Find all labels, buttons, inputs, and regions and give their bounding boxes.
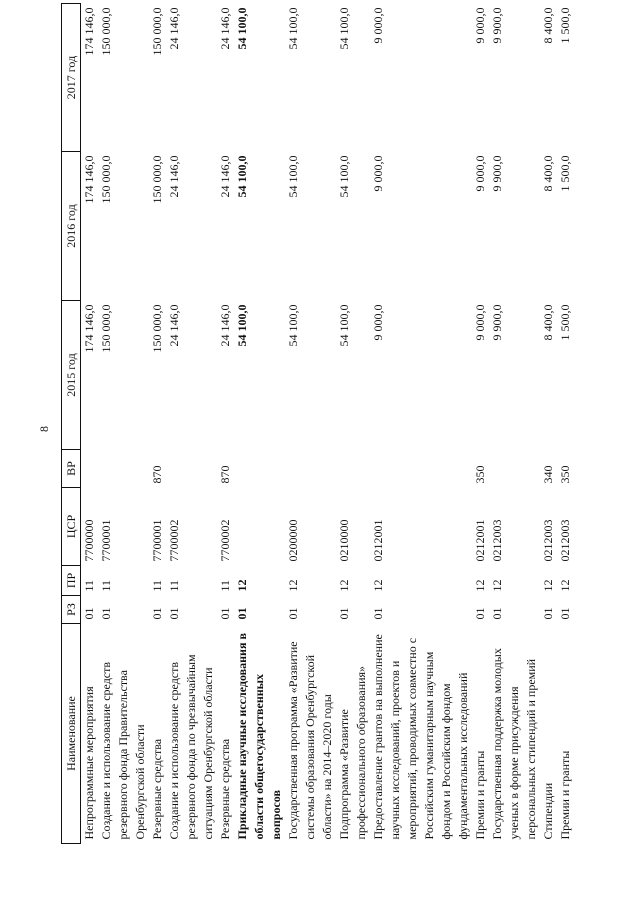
table-row [149,4,166,844]
header-2016: 2016 год [62,152,81,301]
row-2016: 54 100,0 [235,155,249,198]
row-vr [166,450,217,488]
row-name: Резервные средства [218,738,232,840]
row-pr: 12 [337,579,351,592]
row-2017: 24 146,0 [218,7,232,50]
row-2015: 8 400,0 [541,304,555,341]
row-2015: 24 146,0 [218,304,232,347]
budget-table [61,3,574,844]
row-rz: 01 [541,607,555,620]
row-vr [285,450,336,488]
row-2016: 150 000,0 [99,155,113,204]
header-2017: 2017 год [62,4,81,152]
row-name: Подпрограмма «Развитие профессионального образования» [337,665,368,840]
row-csr: 7700002 [218,519,232,562]
row-name: Прикладные научные исследования в области общегосударственных вопросов [235,633,283,840]
row-2015: 150 000,0 [150,304,164,353]
row-rz: 01 [558,607,572,620]
row-2015: 9 000,0 [473,304,487,341]
row-name: Непрограммные мероприятия [82,686,96,840]
table-row [234,4,285,844]
row-name: Государственная поддержка молодых ученых в форме присуждения персональных стипендий и премий [490,648,538,840]
row-pr: 11 [218,579,232,592]
row-2016: 174 146,0 [82,155,96,204]
table-row [489,4,540,844]
row-2015: 24 146,0 [167,304,181,347]
header-2015: 2015 год [62,301,81,450]
table-row [336,4,370,844]
row-vr: 340 [541,465,555,484]
row-rz: 01 [286,607,300,620]
row-2017: 54 100,0 [286,7,300,50]
table-row [217,4,234,844]
row-name: Резервные средства [150,738,164,840]
row-rz: 01 [82,607,96,620]
row-pr: 12 [558,579,572,592]
row-vr [370,450,472,488]
row-csr [234,488,285,566]
row-2015: 54 100,0 [286,304,300,347]
row-rz: 01 [473,607,487,620]
row-pr: 11 [99,579,113,592]
row-2015: 54 100,0 [337,304,351,347]
row-vr [234,450,285,488]
row-pr: 12 [371,579,385,592]
table-row [540,4,557,844]
row-csr: 0212001 [371,519,385,562]
row-pr: 12 [286,579,300,592]
row-2017: 9 900,0 [490,7,504,44]
row-name: Стипендии [541,782,555,840]
row-2015: 174 146,0 [82,304,96,353]
row-rz: 01 [99,607,113,620]
row-2017: 9 000,0 [473,7,487,44]
table-header-row [62,4,81,844]
header-csr: ЦСР [62,488,81,566]
row-2016: 24 146,0 [218,155,232,198]
table-row [370,4,472,844]
row-vr [98,450,149,488]
row-pr: 11 [150,579,164,592]
row-csr: 7700002 [167,519,181,562]
row-2015: 1 500,0 [558,304,572,341]
row-vr: 870 [218,465,232,484]
row-2016: 9 000,0 [473,155,487,192]
row-2016: 150 000,0 [150,155,164,204]
table-row [81,4,99,844]
row-csr: 7700001 [150,519,164,562]
row-pr: 12 [473,579,487,592]
row-2017: 24 146,0 [167,7,181,50]
row-vr [489,450,540,488]
row-name: Создание и использование средств резервного фонда Правительства Оренбургской области [99,661,147,840]
row-2015: 150 000,0 [99,304,113,353]
row-name: Создание и использование средств резервного фонда по чрезвычайным ситуациям Оренбургской области [167,654,215,840]
header-name: Наименование [62,624,81,844]
table-row [98,4,149,844]
row-rz: 01 [337,607,351,620]
row-rz: 01 [371,607,385,620]
row-csr: 0210000 [337,519,351,562]
row-2015: 9 000,0 [371,304,385,341]
page-number: 8 [37,426,51,432]
row-2016: 54 100,0 [286,155,300,198]
row-2017: 1 500,0 [558,7,572,44]
row-csr: 7700001 [99,519,113,562]
table-row [557,4,574,844]
row-2017: 150 000,0 [150,7,164,56]
row-csr: 0200000 [286,519,300,562]
header-vr: ВР [62,450,81,488]
row-2016: 24 146,0 [167,155,181,198]
row-2015: 9 900,0 [490,304,504,341]
row-2016: 54 100,0 [337,155,351,198]
row-csr: 0212003 [558,519,572,562]
row-vr: 870 [150,465,164,484]
row-rz: 01 [490,607,504,620]
row-csr: 0212003 [490,519,504,562]
row-pr: 11 [167,579,181,592]
row-2017: 150 000,0 [99,7,113,56]
rotated-content [37,4,572,844]
row-vr [336,450,370,488]
row-2017: 9 000,0 [371,7,385,44]
table-body [81,4,575,844]
row-2017: 54 100,0 [235,7,249,50]
row-pr: 12 [541,579,555,592]
row-vr [81,450,99,488]
row-csr: 0212001 [473,519,487,562]
row-2017: 54 100,0 [337,7,351,50]
row-2016: 8 400,0 [541,155,555,192]
header-pr: ПР [62,566,81,596]
row-rz: 01 [218,607,232,620]
row-name: Премии и гранты [473,750,487,840]
table-row [472,4,489,844]
row-2017: 8 400,0 [541,7,555,44]
row-pr: 11 [82,579,96,592]
row-rz: 01 [235,607,249,620]
row-csr: 7700000 [82,519,96,562]
table-row [166,4,217,844]
row-2016: 1 500,0 [558,155,572,192]
table-row [285,4,336,844]
row-name: Предоставление грантов на выполнение научных исследований, проектов и мероприятий, проводимых совместно с Российским гуманитарным научным фондом и Российским фондом фундаментальных исследований [371,634,470,840]
row-rz: 01 [150,607,164,620]
row-vr: 350 [558,465,572,484]
row-csr: 0212003 [541,519,555,562]
header-rz: РЗ [62,596,81,624]
row-vr: 350 [473,465,487,484]
row-rz: 01 [167,607,181,620]
row-pr: 12 [490,579,504,592]
row-2016: 9 000,0 [371,155,385,192]
row-2015: 54 100,0 [235,304,249,347]
row-2016: 9 900,0 [490,155,504,192]
row-2017: 174 146,0 [82,7,96,56]
row-pr: 12 [235,579,249,592]
row-name: Премии и гранты [558,750,572,840]
row-name: Государственная программа «Развитие системы образования Оренбургской области» на 2014–2020 годы [286,641,334,840]
